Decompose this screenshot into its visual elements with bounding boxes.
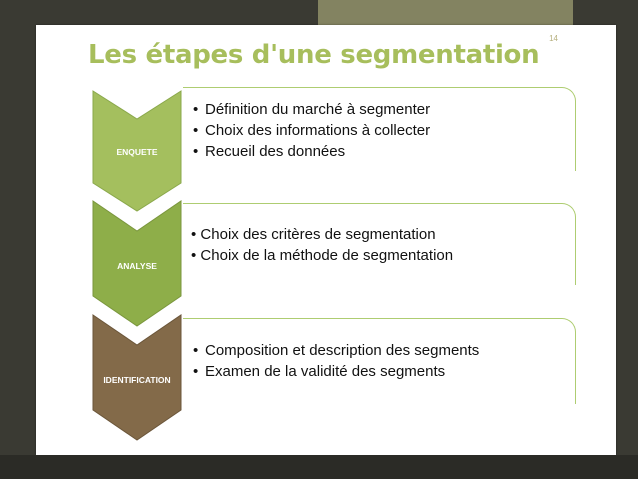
step-box-identification: [183, 318, 576, 404]
step-items: [193, 99, 430, 162]
bottom-band: [0, 455, 638, 479]
list-item: • Composition et description des segments: [193, 342, 480, 359]
step-label: ENQUETE: [116, 147, 158, 157]
step-items: [193, 340, 479, 382]
step-items: [191, 224, 453, 266]
list-item: • Choix de la méthode de segmentation: [191, 247, 454, 264]
step-label: ANALYSE: [117, 261, 157, 271]
step-chevron-analyse: [93, 201, 187, 326]
list-item: • Examen de la validité des segments: [193, 363, 446, 380]
step-box-enquete: [183, 87, 576, 171]
step-label: IDENTIFICATION: [103, 375, 171, 385]
list-item: • Recueil des données: [193, 143, 346, 160]
slide-title: Les étapes d'une segmentation: [88, 40, 540, 70]
page-number: 14: [549, 34, 558, 43]
step-box-analyse: [183, 203, 576, 285]
step-chevron-identification: [93, 315, 187, 440]
list-item: • Choix des critères de segmentation: [191, 226, 436, 243]
step-chevron-enquete: [93, 91, 187, 211]
list-item: • Choix des informations à collecter: [193, 122, 431, 139]
list-item: • Définition du marché à segmenter: [193, 101, 431, 118]
